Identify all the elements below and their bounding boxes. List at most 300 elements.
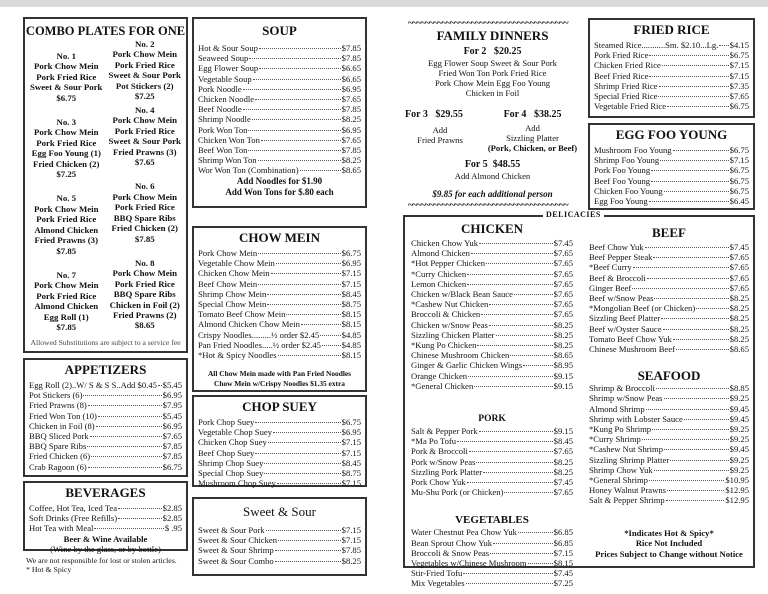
item-price: $9.25	[729, 424, 749, 435]
item-name: Shrimp Chow Mein	[198, 288, 267, 299]
item-name: Vegetables w/Chinese Mushroom	[411, 558, 527, 569]
item-name: Seaweed Soup	[198, 53, 249, 64]
menu-item	[198, 417, 361, 427]
item-price: $8.25	[553, 340, 573, 351]
dot-leader	[471, 253, 553, 254]
item-price: $6.95	[341, 258, 361, 269]
item-name: Vegetable Chop Suey	[198, 427, 272, 438]
dot-leader	[684, 419, 729, 420]
menu-item	[198, 248, 361, 258]
for-3-4-row	[405, 109, 580, 153]
item-name: Shrimp Won Ton	[198, 155, 257, 166]
item-name: Coffee, Hot Tea, Iced Tea	[29, 503, 118, 513]
menu-line: Fried Won Ton Pork Fried Rice	[438, 68, 547, 78]
dot-leader	[479, 431, 553, 432]
item-name: Sizzling Pork Platter	[411, 466, 483, 477]
dot-leader	[467, 482, 553, 483]
item-name: Chicken Noodle	[198, 94, 255, 105]
delicacies-notes	[585, 528, 753, 560]
menu-item	[198, 104, 361, 114]
item-name: Beef Chow Mein	[198, 278, 258, 289]
plate-item: BBQ Spare Ribs	[113, 289, 176, 300]
price-change-note: Prices Subject to Change without Notice	[595, 548, 743, 559]
menu-item	[29, 523, 182, 533]
item-price: $8.25	[341, 155, 361, 166]
item-price: $8.15	[341, 350, 361, 361]
menu-item	[594, 71, 749, 81]
top-bar	[0, 0, 768, 7]
item-name: Beef w/Oyster Sauce	[589, 323, 662, 334]
menu-item	[198, 427, 361, 437]
wine-note: (Wine by the glass, or by bottle)	[50, 543, 161, 554]
menu-item	[589, 313, 749, 323]
dot-leader	[248, 130, 340, 131]
item-name: Pork Won Ton	[198, 124, 248, 135]
plate-number: No. 4	[134, 105, 155, 116]
dot-leader	[259, 68, 341, 69]
item-price: $9.45	[729, 444, 749, 455]
dot-leader	[463, 573, 552, 574]
dot-leader	[481, 314, 552, 315]
wave-divider: ~~~~~~~~~~~~~~~~~~~~~~~~~~~~~~~~~~~~~~	[408, 21, 568, 27]
item-name: Pork Fried Rice	[594, 50, 649, 61]
menu-item	[198, 545, 361, 555]
item-list	[194, 248, 365, 360]
dot-leader	[656, 388, 729, 389]
plate-item: Egg Foo Young (1)	[31, 148, 101, 159]
item-price: $7.15	[553, 547, 573, 558]
dot-leader	[259, 48, 341, 49]
menu-item	[411, 258, 573, 268]
menu-item	[589, 444, 749, 454]
for-2-header	[405, 46, 580, 58]
dot-leader	[645, 247, 729, 248]
item-price: $6.95	[162, 390, 182, 401]
dot-leader	[493, 543, 553, 544]
item-price: $8.25	[729, 333, 749, 344]
item-name: Sweet & Sour Chicken	[198, 535, 278, 546]
item-name: Honey Walnut Prawns	[589, 485, 666, 496]
for-5-price: $48.55	[492, 159, 521, 170]
item-name: Sweet & Sour Shrimp	[198, 545, 274, 556]
combo-plate	[27, 51, 106, 103]
item-list	[194, 43, 365, 176]
item-name: Hot & Sour Soup	[198, 43, 258, 53]
menu-item	[29, 451, 182, 461]
plate-item: Fried Prawns (3)	[34, 235, 99, 246]
item-price: $7.85	[162, 441, 182, 452]
plate-item: Pork Chow Mein	[112, 115, 177, 126]
item-price: $7.15	[341, 478, 361, 489]
item-price: $7.65	[553, 268, 573, 279]
item-price: $7.15	[729, 70, 749, 81]
item-list	[194, 525, 365, 566]
plate-price: $7.85	[56, 245, 77, 256]
menu-item	[29, 503, 182, 513]
menu-line: Add	[432, 125, 448, 135]
dot-leader	[504, 492, 552, 493]
menu-item	[198, 43, 361, 53]
item-name: Hot Tea with Meal	[29, 523, 94, 534]
item-price: $8.25	[341, 114, 361, 125]
menu-item	[198, 53, 361, 63]
dot-leader	[661, 318, 729, 319]
item-price: $8.15	[341, 309, 361, 320]
item-price: $7.15	[341, 525, 361, 535]
item-price: $7.65	[553, 309, 573, 320]
dot-leader	[253, 79, 341, 80]
section-title: CHOW MEIN	[238, 230, 320, 245]
dot-leader	[673, 150, 729, 151]
item-name: Shrimp Chop Suey	[198, 457, 264, 468]
item-price: $9.15	[553, 426, 573, 437]
dot-leader	[243, 89, 341, 90]
combo-plate	[27, 193, 106, 255]
item-list	[407, 238, 577, 391]
menu-item	[411, 446, 573, 456]
menu-item	[198, 350, 361, 360]
menu-item	[198, 556, 361, 566]
item-price: $7.35	[729, 80, 749, 91]
dot-leader	[261, 140, 341, 141]
menu-item	[411, 558, 573, 568]
dot-leader	[96, 426, 162, 427]
item-price: $8.45	[553, 436, 573, 447]
dot-leader	[496, 335, 553, 336]
plate-price: $7.25	[56, 169, 77, 180]
plate-item: Pot Stickers (2)	[115, 80, 174, 91]
item-price: $8.25	[553, 319, 573, 330]
item-price: $9.25	[729, 434, 749, 445]
dot-leader	[676, 349, 729, 350]
menu-item	[29, 380, 182, 390]
item-price: $7.85	[341, 53, 361, 64]
dot-leader	[249, 58, 340, 59]
dot-leader	[664, 191, 729, 192]
dot-leader	[479, 243, 553, 244]
dot-leader	[286, 314, 340, 315]
item-price: $6.95	[162, 420, 182, 431]
item-name: Beef & Broccoli	[589, 272, 646, 283]
item-price: $7.85	[341, 43, 361, 53]
item-name: Beef w/Snow Peas	[589, 293, 654, 304]
plate-item: Pork Fried Rice	[36, 214, 97, 225]
dot-leader	[518, 532, 553, 533]
item-price: $7.65	[162, 431, 182, 442]
menu-item	[594, 165, 749, 175]
section-title: CHICKEN	[460, 221, 524, 236]
crispy-noodles-note: Chow Mein w/Crispy Noodles $1.35 extra	[214, 378, 345, 388]
item-price: $7.85	[341, 104, 361, 115]
menu-item	[589, 485, 749, 495]
item-price: $8.25	[729, 313, 749, 324]
menu-item	[198, 437, 361, 447]
dot-leader	[667, 490, 724, 491]
item-name: Pork & Broccoli	[411, 446, 468, 457]
menu-item	[198, 155, 361, 165]
menu-item	[198, 448, 361, 458]
plate-item: Pork Chow Mein	[112, 49, 177, 60]
item-name: *General Chicken	[411, 380, 474, 391]
dot-leader	[468, 376, 553, 377]
item-price: $9.45	[729, 413, 749, 424]
plate-item: Pork Chow Mein	[33, 280, 99, 291]
item-price: $7.15	[341, 268, 361, 279]
item-name: Beef Noodle	[198, 104, 242, 115]
item-price: $8.25	[553, 466, 573, 477]
plate-number: No. 6	[134, 181, 155, 192]
menu-item	[198, 458, 361, 468]
item-name: Sizzling Shrimp Platter	[589, 454, 670, 465]
plate-price: $7.65	[134, 157, 155, 168]
dot-leader	[467, 284, 553, 285]
item-name: Shrimp Fried Rice	[594, 80, 658, 91]
dot-leader	[94, 528, 163, 529]
item-price: $6.85	[553, 527, 573, 538]
menu-item	[198, 340, 361, 350]
plate-price: $7.85	[56, 321, 77, 332]
plate-item: Fried Prawns (2)	[112, 309, 177, 320]
menu-item	[411, 299, 573, 309]
plate-number: No. 7	[56, 269, 77, 280]
menu-item	[589, 324, 749, 334]
item-price: $7.15	[341, 447, 361, 458]
menu-item	[411, 457, 573, 467]
item-price: $8.15	[553, 558, 573, 569]
item-price: $7.65	[553, 289, 573, 300]
dot-leader	[320, 335, 340, 336]
item-name: Shrimp & Broccoli	[589, 383, 655, 394]
dot-leader	[88, 405, 162, 406]
item-price: $2.85	[162, 503, 182, 513]
menu-line: Pork Chow Mein Egg Foo Young	[434, 78, 551, 88]
dot-leader	[663, 329, 729, 330]
item-name: *Mongolian Beef (or Chicken)	[589, 303, 696, 314]
item-name: Chicken Fried Rice	[594, 60, 661, 71]
plate-item: Sweet & Sour Pork	[30, 82, 103, 93]
item-price: $7.45	[553, 568, 573, 579]
item-name: Special Fried Rice	[594, 91, 658, 102]
soup-section	[192, 17, 367, 208]
item-name: Mushroom Foo Young	[594, 145, 672, 155]
item-name: Egg Roll (2)..W/ S & S S..Add $0.45	[29, 380, 157, 390]
dot-leader	[696, 308, 728, 309]
plate-number: No. 8	[134, 257, 155, 268]
item-price: $8.45	[341, 457, 361, 468]
item-price: $6.75	[729, 165, 749, 176]
menu-item	[411, 248, 573, 258]
item-price: $7.95	[162, 400, 182, 411]
item-name: Beef Foo Young	[594, 175, 651, 186]
dot-leader	[83, 395, 161, 396]
dot-leader	[275, 561, 341, 562]
item-price: $8.25	[729, 303, 749, 314]
dot-leader	[667, 106, 729, 107]
menu-line: Sizzling Platter	[506, 133, 559, 143]
dot-leader	[466, 583, 553, 584]
footer-notes	[26, 556, 177, 574]
item-price: $7.65	[553, 487, 573, 498]
menu-item	[411, 578, 573, 588]
menu-item	[198, 135, 361, 145]
item-name: Pork Chow Yuk	[411, 477, 466, 488]
menu-item	[29, 421, 182, 431]
item-price: $7.65	[729, 272, 749, 283]
item-price: $6.75	[729, 101, 749, 112]
dot-leader	[633, 267, 729, 268]
dot-leader	[90, 436, 162, 437]
add-noodles-note: Add Noodles for $1.90	[236, 175, 323, 186]
item-name: Tomato Beef Chow Mein	[198, 309, 286, 320]
dot-leader	[489, 325, 553, 326]
item-price: $9.25	[729, 464, 749, 475]
dot-leader	[322, 345, 341, 346]
item-price: $9.45	[729, 403, 749, 414]
menu-item	[29, 462, 182, 472]
item-list	[407, 426, 577, 497]
item-price: $8.65	[553, 350, 573, 361]
dot-leader	[651, 181, 729, 182]
dot-leader	[252, 119, 341, 120]
item-name: Chicken w/Black Bean Sauce	[411, 289, 513, 300]
item-price: $6.75	[341, 417, 361, 427]
item-name: Chicken Chow Mein	[198, 268, 270, 279]
menu-item	[198, 145, 361, 155]
section-title: CHOP SUEY	[242, 399, 317, 414]
menu-item	[411, 436, 573, 446]
dot-leader	[510, 355, 552, 356]
dot-leader	[91, 456, 162, 457]
plate-item: Almond Chicken	[34, 301, 99, 312]
item-list	[407, 527, 577, 588]
dot-leader	[662, 65, 729, 66]
dot-leader	[300, 170, 341, 171]
item-name: Chicken in Foil (8)	[29, 420, 95, 431]
item-name: *Hot & Spicy Noodles	[198, 350, 277, 361]
item-name: *General Shrimp	[589, 475, 648, 486]
dot-leader	[277, 483, 341, 484]
item-price: $8.65	[341, 165, 361, 176]
menu-line: Add	[525, 123, 540, 133]
item-name: *Ma Po Tofu	[411, 436, 457, 447]
dot-leader	[278, 540, 341, 541]
item-price: $6.45	[729, 196, 749, 207]
item-name: *Cashew Nut Shrimp	[589, 444, 663, 455]
dot-leader	[278, 355, 341, 356]
plate-price: $8.65	[134, 320, 155, 331]
for-2-items	[405, 58, 580, 98]
egg-foo-young-section	[588, 123, 755, 210]
item-name: Mushroom Chop Suey	[198, 478, 276, 489]
dot-leader	[652, 429, 729, 430]
item-price: $7.25	[553, 578, 573, 589]
plate-number: No. 3	[56, 117, 77, 128]
menu-item	[198, 94, 361, 104]
item-list	[25, 380, 186, 472]
family-dinners-section	[405, 26, 580, 199]
dot-leader	[268, 442, 341, 443]
item-price: $6.75	[729, 50, 749, 61]
menu-item	[589, 303, 749, 313]
item-price: $7.65	[341, 134, 361, 145]
dot-leader	[118, 508, 162, 509]
menu-item	[411, 371, 573, 381]
menu-item	[589, 252, 749, 262]
item-price: $6.95	[341, 124, 361, 135]
dot-leader	[646, 409, 729, 410]
item-name: Chicken w/Snow Peas	[411, 319, 488, 330]
plate-price: $6.75	[56, 92, 77, 103]
item-price: $10.95	[725, 475, 749, 486]
section-title: BEEF	[652, 225, 686, 240]
menu-item	[411, 279, 573, 289]
item-name: Shrimp Foo Young	[594, 155, 660, 166]
for-5-label: For 5	[464, 159, 488, 170]
menu-item	[198, 478, 361, 488]
item-list	[590, 145, 753, 206]
lost-articles-note: We are not responsible for lost or stolen articles.	[26, 556, 177, 565]
for-3-label: For 3	[405, 109, 428, 120]
item-name: Soft Drinks (Free Refills)	[29, 513, 118, 524]
menu-item	[198, 268, 361, 278]
dot-leader	[276, 263, 341, 264]
menu-item	[594, 155, 749, 165]
dot-leader	[248, 150, 340, 151]
item-price: $2.85	[162, 513, 182, 524]
menu-item	[411, 548, 573, 558]
item-price: $6.95	[341, 427, 361, 438]
combo-plate	[106, 105, 185, 179]
dot-leader	[271, 273, 341, 274]
section-title: PORK	[478, 414, 506, 425]
for-4-label: For 4	[503, 109, 527, 120]
dot-leader	[632, 288, 728, 289]
menu-item	[411, 320, 573, 330]
chop-suey-section	[192, 395, 367, 487]
beef-column	[585, 225, 753, 559]
item-price: $9.25	[729, 454, 749, 465]
item-price: $ .95	[164, 523, 182, 534]
menu-item	[29, 400, 182, 410]
beverages-section	[23, 481, 188, 554]
menu-item	[29, 441, 182, 451]
plate-item: Pork Fried Rice	[36, 71, 97, 82]
dot-leader	[258, 253, 340, 254]
dot-leader	[658, 96, 728, 97]
item-name: Fried Chicken (6)	[29, 451, 91, 462]
item-price: $8.25	[729, 323, 749, 334]
plate-item: Pork Chow Mein	[112, 268, 177, 279]
item-price: $8.25	[729, 293, 749, 304]
dot-leader	[664, 398, 729, 399]
menu-item	[198, 299, 361, 309]
item-price: $7.65	[553, 248, 573, 259]
menu-item	[589, 393, 749, 403]
item-price: $6.85	[553, 537, 573, 548]
menu-item	[198, 330, 361, 340]
item-price: $8.75	[341, 468, 361, 479]
item-name: Steamed Rice...........Sm. $2.10...Lg.	[594, 40, 719, 50]
dot-leader	[118, 518, 162, 519]
dot-leader	[490, 553, 553, 554]
plate-item: Pork Fried Rice	[114, 202, 175, 213]
item-name: Sweet & Sour Combo	[198, 555, 274, 566]
for-5-add: Add Almond Chicken	[454, 171, 531, 181]
item-name: BBQ Spare Ribs	[29, 441, 87, 452]
menu-item	[411, 238, 573, 248]
menu-item	[589, 475, 749, 485]
plate-item: Pork Chow Mein	[33, 61, 99, 72]
